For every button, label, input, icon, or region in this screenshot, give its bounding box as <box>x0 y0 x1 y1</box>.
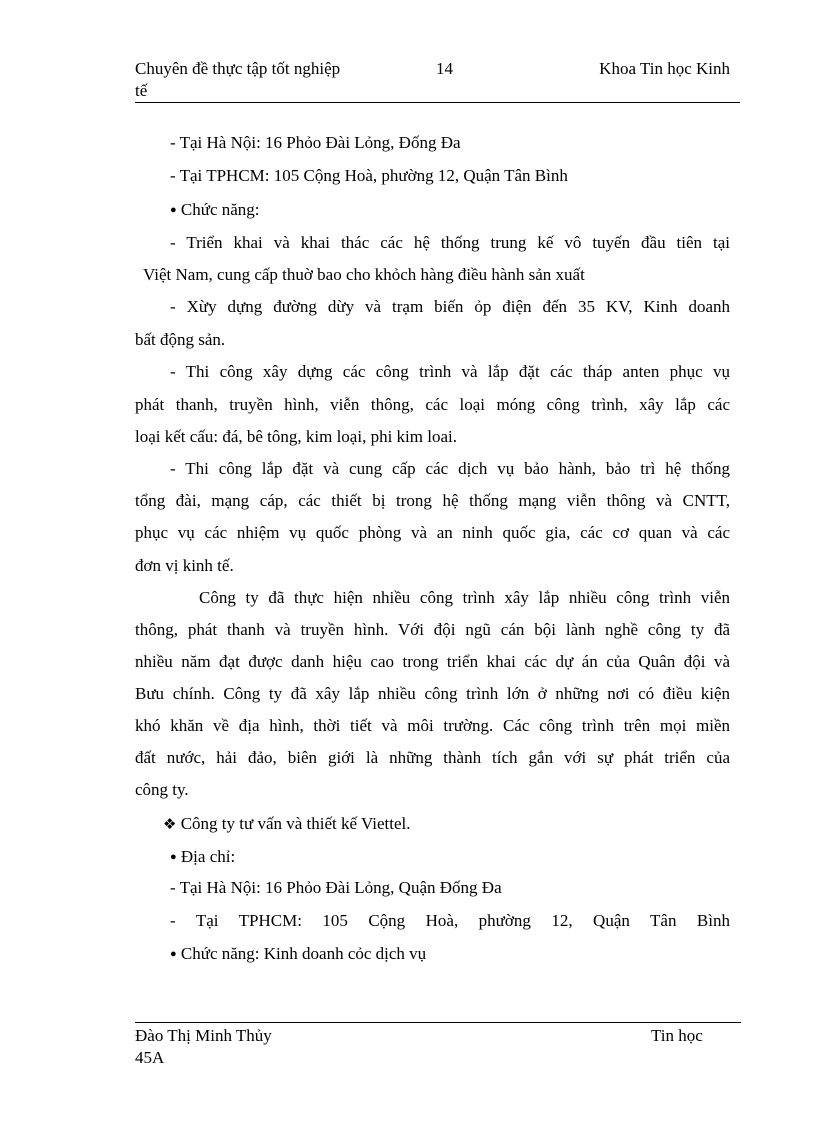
page-header <box>135 58 740 103</box>
header-department: Khoa Tin học Kinh <box>599 59 730 78</box>
bullet-item <box>170 846 235 868</box>
text-line-content: - Triển khai và khai thác các hệ thống trung kế vô tuyến đầu tiên tại <box>170 233 730 252</box>
footer-author: Đào Thị Minh Thủy <box>135 1026 272 1045</box>
section-heading-text: Công ty tư vấn và thiết kế Viettel. <box>180 814 411 833</box>
text-line-content: đất nước, hải đảo, biên giới là những thành tích gắn với sự phát triển của <box>135 748 730 767</box>
footer-major: Tin học <box>651 1026 703 1045</box>
text-line <box>170 361 730 383</box>
text-line: bất động sản. <box>135 330 226 349</box>
text-line <box>170 232 730 254</box>
text-line: loại kết cấu: đá, bê tông, kim loại, phi kim loai. <box>135 427 457 446</box>
diamond-bullet-icon: ❖ <box>163 815 177 833</box>
text-line <box>170 458 730 480</box>
text-line <box>170 296 730 318</box>
bullet-item <box>170 199 260 221</box>
text-line <box>135 490 730 512</box>
bullet-icon: ● <box>170 948 177 960</box>
text-line <box>135 683 730 705</box>
text-line <box>135 715 730 737</box>
bullet-item <box>170 943 426 965</box>
text-line-content: - Xừy dựng đường dừy và trạm biến ỏp điện đến 35 KV, Kinh doanh <box>170 297 730 316</box>
header-title-continued: tế <box>135 81 148 100</box>
bullet-text: Chức năng: <box>180 200 260 219</box>
bullet-icon: ● <box>170 204 177 216</box>
text-line: - Tại TPHCM: 105 Cộng Hoà, phường 12, Quận Tân Bình <box>170 166 568 185</box>
text-line-content: Công ty đã thực hiện nhiều công trình xây lắp nhiều công trình viễn <box>199 588 730 607</box>
bullet-text: Chức năng: Kinh doanh cỏc dịch vụ <box>180 944 427 963</box>
text-line <box>199 587 730 609</box>
text-line-content: - Thi công xây dựng các công trình và lắp đặt các tháp anten phục vụ <box>170 362 730 381</box>
text-line <box>135 619 730 641</box>
text-line <box>170 910 730 932</box>
bullet-text: Địa chỉ: <box>180 847 236 866</box>
footer-divider <box>135 1022 741 1023</box>
text-line: - Tại Hà Nội: 16 Phỏo Đài Lỏng, Quận Đống Đa <box>170 878 502 897</box>
text-line-content: - Thi công lắp đặt và cung cấp các dịch vụ bảo hành, bảo trì hệ thống <box>170 459 730 478</box>
text-line-content: tổng đài, mạng cáp, các thiết bị trong hệ thống mạng viễn thông và CNTT, <box>135 491 730 510</box>
text-line-content: thông, phát thanh và truyền hình. Với đội ngũ cán bội lành nghề công ty đã <box>135 620 730 639</box>
text-line <box>135 651 730 673</box>
text-line-content: phát thanh, truyền hình, viễn thông, các loại móng công trình, xây lắp các <box>135 395 730 414</box>
text-line-content: khó khăn về địa hình, thời tiết và môi trường. Các công trình trên mọi miền <box>135 716 730 735</box>
text-line: đơn vị kinh tế. <box>135 556 234 575</box>
text-line <box>135 394 730 416</box>
text-line: công ty. <box>135 780 189 799</box>
bullet-icon: ● <box>170 851 177 863</box>
header-title: Chuyên đề thực tập tốt nghiệp <box>135 59 341 78</box>
section-heading <box>163 813 411 835</box>
page-number: 14 <box>436 59 453 78</box>
text-line <box>135 522 730 544</box>
text-line-content: nhiều năm đạt được danh hiệu cao trong triển khai các dự án của Quân đội và <box>135 652 730 671</box>
text-line-content: Bưu chính. Công ty đã xây lắp nhiều công trình lớn ở những nơi có điều kiện <box>135 684 730 703</box>
text-line: - Tại Hà Nội: 16 Phỏo Đài Lỏng, Đống Đa <box>170 133 461 152</box>
text-line-content: phục vụ các nhiệm vụ quốc phòng và an ninh quốc gia, các cơ quan và các <box>135 523 730 542</box>
text-line <box>135 747 730 769</box>
text-line-content: - Tại TPHCM: 105 Cộng Hoà, phường 12, Quận Tân Bình <box>170 911 730 930</box>
footer-class: 45A <box>135 1048 165 1067</box>
text-line: Việt Nam, cung cấp thuờ bao cho khỏch hàng điều hành sản xuất <box>143 265 585 284</box>
